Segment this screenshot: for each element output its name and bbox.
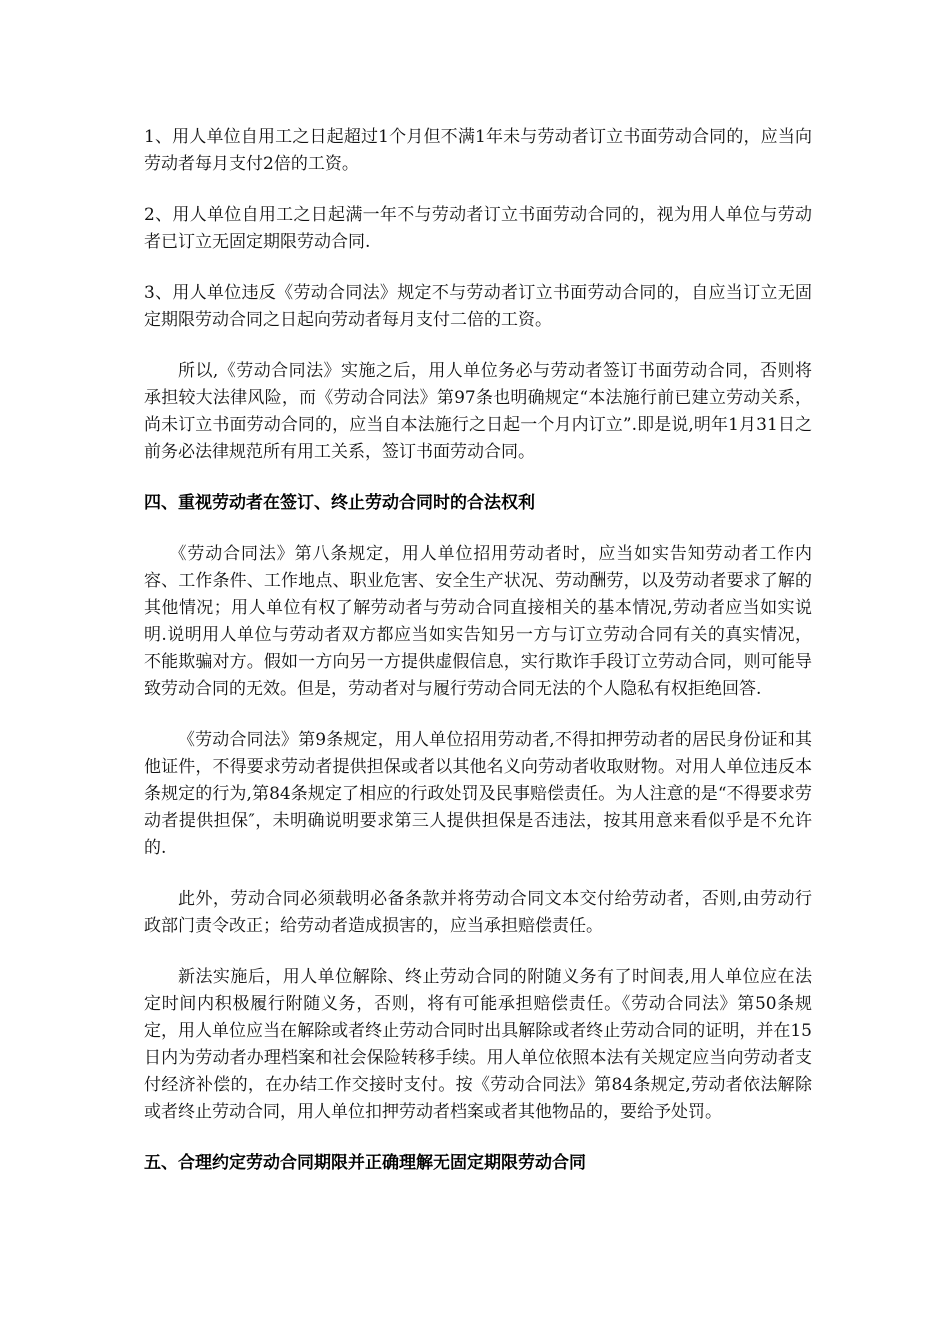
paragraph-article-50: 新法实施后，用人单位解除、终止劳动合同的附随义务有了时间表,用人单位应在法定时间内积极履行附随义务，否则，将有可能承担赔偿责任。《劳动合同法》第50条规定，用人单位应当在解除或者终止劳动合同时出具解除或者终止劳动合同的证明，并在15日内为劳动者办理档案和社会保险转移手续。用人单位依照本法有关规定应当向劳动者支付经济补偿的，在办结工作交接时支付。按《劳动合同法》第84条规定,劳动者依法解除或者终止劳动合同，用人单位扣押劳动者档案或者其他物品的，要给予处罚。 [144,967,812,1122]
paragraph-article-9: 《劳动合同法》第9条规定，用人单位招用劳动者,不得扣押劳动者的居民身份证和其他证件，不得要求劳动者提供担保或者以其他名义向劳动者收取财物。对用人单位违反本条规定的行为,第84条规定了相应的行政处罚及民事赔偿责任。为人注意的是“不得要求劳动者提供担保″，未明确说明要求第三人提供担保是否违法，按其用意来看似乎是不允许的. [144,730,812,858]
section-heading-4: 四、重视劳动者在签订、终止劳动合同时的合法权利 [144,493,535,513]
paragraph-required-clauses: 此外，劳动合同必须载明必备条款并将劳动合同文本交付给劳动者，否则,由劳动行政部门责令改正；给劳动者造成损害的，应当承担赔偿责任。 [144,889,812,936]
document-page [144,124,812,1201]
paragraph-item-3: 3、用人单位违反《劳动合同法》规定不与劳动者订立书面劳动合同的，自应当订立无固定期限劳动合同之日起向劳动者每月支付二倍的工资。 [144,283,812,330]
paragraph-item-2: 2、用人单位自用工之日起满一年不与劳动者订立书面劳动合同的，视为用人单位与劳动者已订立无固定期限劳动合同. [144,205,812,252]
paragraph-conclusion: 所以,《劳动合同法》实施之后，用人单位务必与劳动者签订书面劳动合同，否则将承担较大法律风险，而《劳动合同法》第97条也明确规定“本法施行前已建立劳动关系，尚未订立书面劳动合同的，应当自本法施行之日起一个月内订立”.即是说,明年1月31日之前务必法律规范所有用工关系，签订书面劳动合同。 [144,361,812,462]
paragraph-article-8: 《劳动合同法》第八条规定，用人单位招用劳动者时，应当如实告知劳动者工作内容、工作条件、工作地点、职业危害、安全生产状况、劳动酬劳，以及劳动者要求了解的其他情况；用人单位有权了解劳动者与劳动合同直接相关的基本情况,劳动者应当如实说明.说明用人单位与劳动者双方都应当如实告知另一方与订立劳动合同有关的真实情况，不能欺骗对方。假如一方向另一方提供虚假信息，实行欺诈手段订立劳动合同，则可能导致劳动合同的无效。但是，劳动者对与履行劳动合同无法的个人隐私有权拒绝回答. [144,544,812,699]
paragraph-item-1: 1、用人单位自用工之日起超过1个月但不满1年未与劳动者订立书面劳动合同的，应当向劳动者每月支付2倍的工资。 [144,127,812,174]
section-heading-5: 五、合理约定劳动合同期限并正确理解无固定期限劳动合同 [144,1153,586,1173]
